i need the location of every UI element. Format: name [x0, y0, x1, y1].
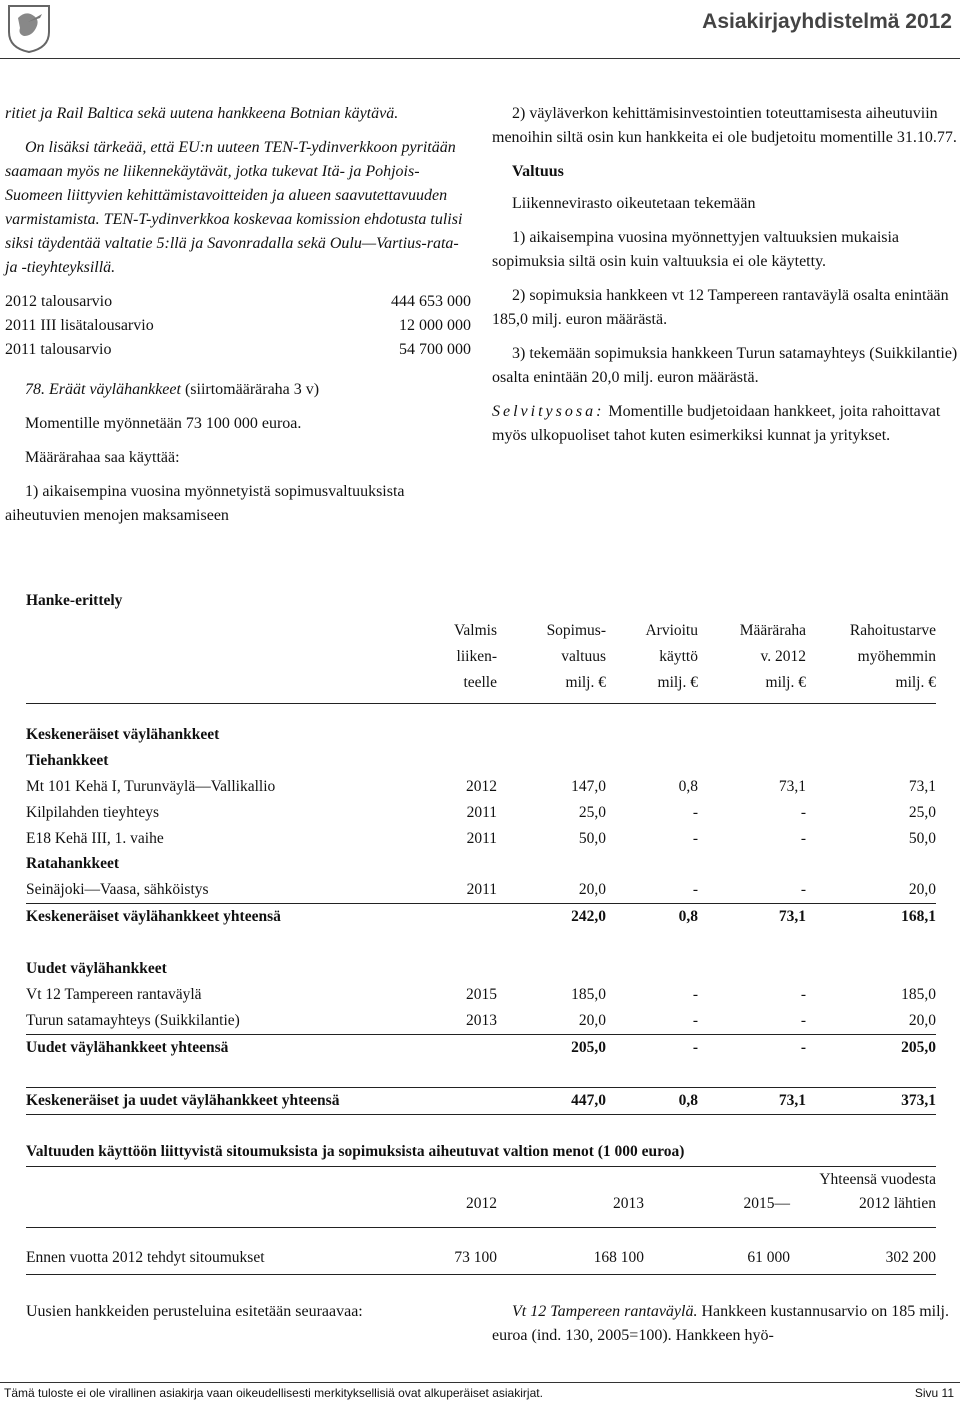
- cell: 50,0: [578, 830, 606, 847]
- cell: -: [692, 1039, 698, 1056]
- cell: 2011: [466, 881, 497, 898]
- budget-value: 12 000 000: [399, 317, 471, 334]
- cell: -: [692, 881, 698, 898]
- header-cell: milj. €: [657, 674, 698, 691]
- cell: 20,0: [578, 881, 606, 898]
- left-paragraph-3: Momentille myönnetään 73 100 000 euroa.: [25, 415, 302, 432]
- cell: 373,1: [901, 1092, 936, 1109]
- header-cell: teelle: [463, 674, 497, 691]
- table-row: [26, 775, 936, 799]
- header-cell: 2013: [613, 1195, 644, 1212]
- header-cell: Sopimus-: [546, 622, 606, 639]
- right-paragraph-3: 1) aikaisempina vuosina myönnettyjen valtuuksien mukaisia sopimuksia siltä osin kuin valtuuksia ei ole käytetty.: [492, 229, 900, 270]
- cell: 61 000: [747, 1249, 790, 1266]
- header-cell: 2012: [466, 1195, 497, 1212]
- selvitys-text: Momentille budjetoidaan hankkeet, joita rahoittavat myös ulkopuoliset tahot kuten esimerkiksi kunnat ja yritykset.: [492, 403, 941, 444]
- table2-title: Valtuuden käyttöön liittyvistä sitoumuksista ja sopimuksista aiheutuvat valtion menot (1 000 euroa): [26, 1143, 685, 1160]
- row-label: Uudet väylähankkeet yhteensä: [26, 1039, 229, 1056]
- cell: 147,0: [571, 778, 606, 795]
- cell: -: [692, 986, 698, 1003]
- table-rule: [26, 1274, 936, 1275]
- table-header-row: [26, 645, 936, 669]
- cell: 20,0: [908, 1012, 936, 1029]
- table-header-row: [26, 619, 936, 643]
- row-label: Turun satamayhteys (Suikkilantie): [26, 1012, 240, 1029]
- right-paragraph-4: 2) sopimuksia hankkeen vt 12 Tampereen rantaväylä osalta enintään 185,0 milj. euron määrästä.: [492, 287, 949, 328]
- cell: 73,1: [778, 908, 806, 925]
- table2-header-row: [26, 1192, 936, 1216]
- budget-label: 2012 talousarvio: [5, 293, 113, 310]
- cell: -: [800, 986, 806, 1003]
- selvitys-paragraph: [492, 400, 958, 448]
- header-cell: 2015—: [743, 1195, 790, 1212]
- header-cell: milj. €: [895, 674, 936, 691]
- row-label: Keskeneräiset väylähankkeet yhteensä: [26, 908, 281, 925]
- header-cell: 2012 lähtien: [858, 1195, 936, 1212]
- cell: 25,0: [908, 804, 936, 821]
- table-total-row: [26, 1036, 936, 1060]
- cell: 25,0: [578, 804, 606, 821]
- budget-row: [5, 290, 471, 314]
- row-label: Vt 12 Tampereen rantaväylä: [26, 986, 202, 1003]
- table-row: [26, 957, 936, 981]
- table-row: [26, 983, 936, 1007]
- table-row: [26, 827, 936, 851]
- header-cell: milj. €: [765, 674, 806, 691]
- page-number: Sivu 11: [914, 1386, 954, 1400]
- table-grand-total-row: [26, 1089, 936, 1113]
- cell: 447,0: [571, 1092, 606, 1109]
- budget-row: [5, 314, 471, 338]
- row-label: Ennen vuotta 2012 tehdyt sitoumukset: [26, 1249, 265, 1266]
- table-title: Hanke-erittely: [26, 592, 123, 609]
- row-label: Mt 101 Kehä I, Turunväylä—Vallikallio: [26, 778, 276, 795]
- table-rule: [26, 1166, 936, 1167]
- cell: -: [692, 804, 698, 821]
- header-cell: v. 2012: [760, 648, 806, 665]
- header-cell: Arvioitu: [645, 622, 698, 639]
- row-label: E18 Kehä III, 1. vaihe: [26, 830, 164, 847]
- cell: 20,0: [908, 881, 936, 898]
- cell: 0,8: [678, 1092, 698, 1109]
- budget-row: [5, 338, 471, 362]
- left-column: [5, 102, 471, 538]
- table-rule: [26, 1034, 936, 1035]
- budget-value: 444 653 000: [391, 293, 471, 310]
- table-row: [26, 723, 936, 747]
- budget-list: [5, 290, 471, 362]
- header-cell: Määräraha: [739, 622, 806, 639]
- budget-label: 2011 talousarvio: [5, 341, 112, 358]
- footer-disclaimer: Tämä tuloste ei ole virallinen asiakirja vaan oikeudellisesti merkityksellisiä ovat alkuperäiset asiakirjat.: [4, 1386, 543, 1400]
- cell: 2013: [466, 1012, 497, 1029]
- table-row: [26, 749, 936, 773]
- row-label: Seinäjoki—Vaasa, sähköistys: [26, 881, 209, 898]
- cell: 20,0: [578, 1012, 606, 1029]
- left-paragraph-5: 1) aikaisempina vuosina myönnetyistä sopimusvaltuuksista aiheutuvien menojen maksamiseen: [5, 483, 405, 524]
- left-paragraph-1: ritiet ja Rail Baltica sekä uutena hankkeena Botnian käytävä.: [5, 105, 399, 122]
- budget-value: 54 700 000: [399, 341, 471, 358]
- row-label: Keskeneräiset ja uudet väylähankkeet yhteensä: [26, 1092, 340, 1109]
- header-cell: Valmis: [453, 622, 497, 639]
- cell: 205,0: [901, 1039, 936, 1056]
- table-row: [26, 1009, 936, 1033]
- cell: 2012: [466, 778, 497, 795]
- cell: 50,0: [908, 830, 936, 847]
- row-label: Kilpilahden tieyhteys: [26, 804, 160, 821]
- table2-header-row: [26, 1168, 936, 1192]
- heading-title: Eräät väylähankkeet: [49, 381, 181, 398]
- cell: 168 100: [593, 1249, 644, 1266]
- cell: 2011: [466, 830, 497, 847]
- cell: 168,1: [901, 908, 936, 925]
- valtuus-heading: Valtuus: [512, 163, 564, 180]
- header-cell: myöhemmin: [857, 648, 936, 665]
- cell: 73,1: [778, 778, 806, 795]
- cell: 73,1: [778, 1092, 806, 1109]
- cell: 0,8: [678, 778, 698, 795]
- left-paragraph-2: On lisäksi tärkeää, että EU:n uuteen TEN-T-ydinverkkoon pyritään saamaan myös ne liikennekäytävät, jotka tukevat Itä- ja Pohjois-Suomeen liittyvien kehittämistavoitteiden ja alueen saavutettavuuden varmistamista. TEN-T-ydinverkkoa koskevaa komission ehdotusta tulisi siksi täydentää valtatie 5:llä ja Savonradalla sekä Oulu—Vartius-rata- ja -tieyhteyksillä.: [5, 139, 463, 276]
- selvitys-label: Selvitysosa:: [492, 403, 605, 420]
- table-rule: [26, 1087, 936, 1088]
- row-label: Ratahankkeet: [26, 855, 120, 872]
- cell: -: [800, 1012, 806, 1029]
- header-divider: [0, 58, 960, 59]
- cell: 73 100: [454, 1249, 497, 1266]
- budget-label: 2011 III lisätalousarvio: [5, 317, 154, 334]
- left-paragraph-4: Määrärahaa saa käyttää:: [25, 449, 180, 466]
- row-label: Keskeneräiset väylähankkeet: [26, 726, 220, 743]
- cell: 185,0: [901, 986, 936, 1003]
- right-paragraph-5: 3) tekemään sopimuksia hankkeen Turun satamayhteys (Suikkilantie) osalta enintään 20,0 milj. euron määrästä.: [492, 345, 958, 386]
- row-label: Tiehankkeet: [26, 752, 109, 769]
- table2-row: [26, 1246, 936, 1270]
- table-total-row: [26, 905, 936, 929]
- cell: 2015: [466, 986, 497, 1003]
- heading-number: 78.: [25, 381, 45, 398]
- cell: 302 200: [885, 1249, 936, 1266]
- header-cell: milj. €: [565, 674, 606, 691]
- table-row: [26, 852, 936, 876]
- heading-suffix: (siirtomääräraha 3 v): [184, 381, 320, 398]
- table-rule: [26, 703, 936, 704]
- cell: -: [800, 881, 806, 898]
- right-column: [492, 102, 958, 458]
- section-heading: [5, 378, 471, 402]
- cell: 205,0: [571, 1039, 606, 1056]
- cell: 0,8: [678, 908, 698, 925]
- cell: -: [800, 804, 806, 821]
- cell: 185,0: [571, 986, 606, 1003]
- bottom-left-text: Uusien hankkeiden perusteluina esitetään seuraavaa:: [26, 1303, 363, 1320]
- bottom-right-paragraph: [492, 1300, 958, 1348]
- header-cell: valtuus: [561, 648, 606, 665]
- cell: -: [692, 830, 698, 847]
- cell: -: [692, 1012, 698, 1029]
- document-title: Asiakirjayhdistelmä 2012: [702, 10, 952, 33]
- cell: 242,0: [571, 908, 606, 925]
- right-paragraph-1: 2) väyläverkon kehittämisinvestointien toteuttamisesta aiheutuviin menoihin siltä osin kun hankkeita ei ole budjetoitu momentille 31.10.77.: [492, 105, 957, 146]
- project-description: Hankkeen kustannusarvio on 185 milj. euroa (ind. 130, 2005=100). Hankkeen hyö-: [492, 1303, 949, 1344]
- table-rule: [26, 1227, 936, 1228]
- footer-divider: [0, 1382, 960, 1383]
- cell: -: [800, 830, 806, 847]
- right-paragraph-2: Liikennevirasto oikeutetaan tekemään: [512, 195, 756, 212]
- table-row: [26, 801, 936, 825]
- project-name: Vt 12 Tampereen rantaväylä.: [512, 1303, 698, 1320]
- coat-of-arms-logo: [4, 2, 54, 54]
- cell: -: [800, 1039, 806, 1056]
- cell: 73,1: [908, 778, 936, 795]
- row-label: Uudet väylähankkeet: [26, 960, 167, 977]
- table-header-row: [26, 671, 936, 695]
- header-cell: käyttö: [659, 648, 698, 665]
- table-rule: [26, 903, 936, 904]
- header-cell: liiken-: [456, 648, 497, 665]
- header-cell: Yhteensä vuodesta: [819, 1171, 936, 1188]
- table-row: [26, 878, 936, 902]
- table-rule: [26, 1114, 936, 1115]
- cell: 2011: [466, 804, 497, 821]
- header-cell: Rahoitustarve: [849, 622, 936, 639]
